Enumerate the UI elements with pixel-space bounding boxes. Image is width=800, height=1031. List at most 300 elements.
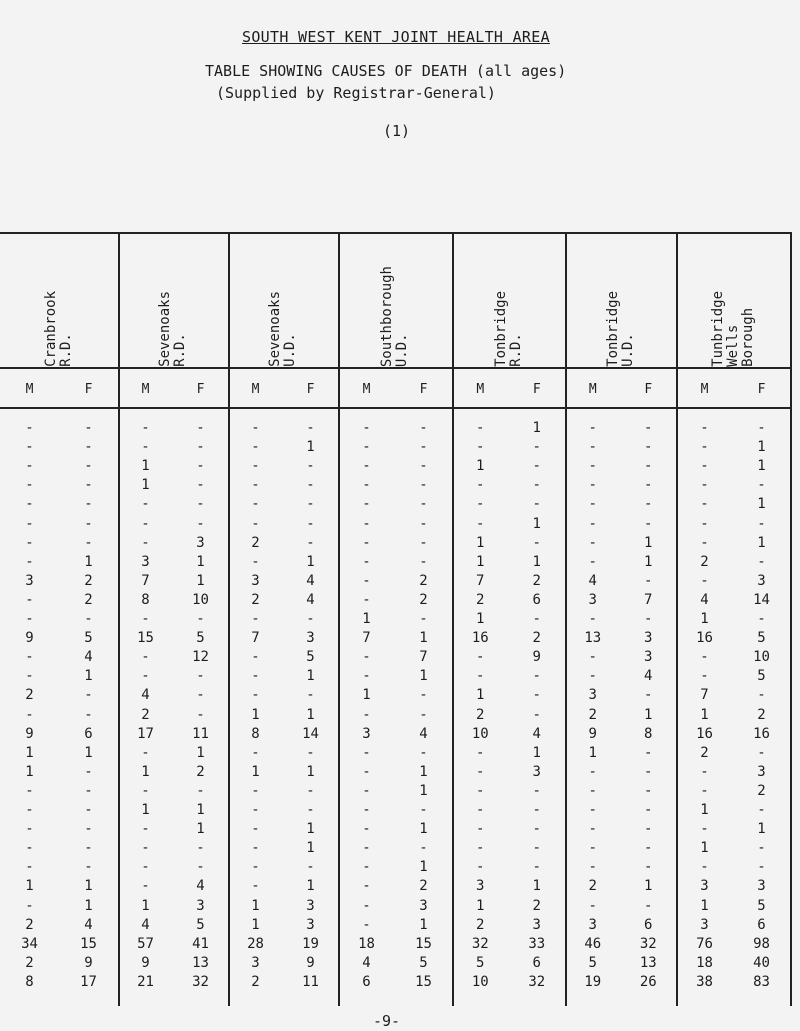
table-cell: 1 (25, 744, 34, 761)
table-cell: 1 (476, 458, 485, 475)
table-cell: 1 (306, 763, 315, 780)
table-cell: - (644, 496, 653, 513)
table-cell: 1 (306, 553, 315, 570)
table-cell: - (251, 553, 260, 570)
table-cell: - (196, 840, 205, 857)
table-cell: - (532, 439, 541, 456)
table-cell: 18 (358, 935, 375, 952)
table-cell: - (419, 687, 428, 704)
table-cell: 2 (25, 916, 34, 933)
table-cell: - (306, 458, 315, 475)
table-cell: - (588, 458, 597, 475)
table-cell: - (362, 763, 371, 780)
table-cell: - (700, 534, 709, 551)
table-cell: - (251, 840, 260, 857)
table-cell: 3 (588, 916, 597, 933)
table-cell: 1 (251, 706, 260, 723)
table-cell: - (25, 439, 34, 456)
table-cell: 7 (141, 572, 150, 589)
table-cell: - (588, 802, 597, 818)
table-cell: - (532, 458, 541, 475)
data-source-note: (Supplied by Registrar-General) (216, 84, 496, 102)
table-cell: - (532, 534, 541, 551)
table-cell: - (588, 821, 597, 838)
table-cell: - (757, 420, 766, 436)
table-cell: - (476, 859, 485, 876)
table-cell: - (84, 439, 93, 456)
table-cell: - (25, 534, 34, 551)
table-cell: - (362, 897, 371, 914)
table-cell: - (25, 897, 34, 914)
table-cell: 1 (757, 439, 766, 456)
table-cell: 1 (196, 802, 205, 818)
table-cell: 32 (192, 973, 209, 990)
table-cell: 5 (196, 916, 205, 933)
table-cell: - (419, 553, 428, 570)
table-cell: 13 (639, 954, 657, 971)
table-cell: 3 (532, 763, 541, 780)
table-cell: 1 (700, 840, 709, 857)
causes-of-death-table (0, 232, 792, 1006)
table-cell: 1 (532, 420, 541, 436)
table-cell: - (362, 802, 371, 818)
table-cell: 6 (532, 954, 541, 971)
table-cell: - (196, 515, 205, 532)
table-cell: - (532, 782, 541, 799)
table-cell: 1 (84, 897, 93, 914)
table-cell: 1 (532, 878, 541, 895)
table-cell: - (588, 782, 597, 799)
table-cell: 1 (306, 840, 315, 857)
district-header (228, 242, 338, 367)
table-cell: - (532, 611, 541, 627)
table-cell: 7 (419, 649, 428, 666)
table-cell: 26 (639, 973, 657, 990)
table-cell: 9 (84, 954, 93, 971)
table-cell: 6 (532, 591, 541, 608)
table-cell: 10 (753, 649, 770, 666)
table-cell: - (251, 439, 260, 456)
table-cell: 1 (196, 744, 205, 761)
table-cell: - (251, 611, 260, 627)
table-cell: 1 (700, 802, 709, 818)
table-cell: 3 (306, 916, 315, 933)
table-cell: 1 (476, 687, 485, 704)
table-cell: - (362, 534, 371, 551)
table-cell: - (700, 458, 709, 475)
table-cell: - (476, 744, 485, 761)
table-cell: 1 (141, 763, 150, 780)
table-cell: - (419, 706, 428, 723)
table-cell: - (362, 916, 371, 933)
table-cell: - (588, 611, 597, 627)
table-cell: 5 (84, 630, 93, 647)
table-cell: 1 (757, 458, 766, 475)
table-cell: - (25, 420, 34, 436)
table-cell: 18 (696, 954, 713, 971)
table-cell: - (251, 782, 260, 799)
table-cell: - (644, 572, 653, 589)
table-cell: 3 (700, 878, 709, 895)
table-cell: - (84, 802, 93, 818)
table-cell: - (700, 859, 709, 876)
table-cell: - (476, 668, 485, 685)
table-cell: 5 (757, 668, 766, 685)
table-cell: 9 (25, 630, 34, 647)
male-label: M (141, 382, 150, 397)
table-cell: 3 (141, 553, 150, 570)
district-name: Tonbridge R.D. (492, 291, 524, 367)
district-name: Sevenoaks U.D. (267, 291, 298, 367)
table-cell: - (644, 687, 653, 704)
row-divider (0, 232, 792, 234)
table-cell: 4 (141, 687, 150, 704)
table-cell: 28 (247, 935, 264, 952)
table-cell: - (700, 515, 709, 532)
table-cell: - (757, 744, 766, 761)
table-cell: - (251, 802, 260, 818)
table-cell: 19 (584, 973, 602, 990)
table-cell: 1 (532, 553, 541, 570)
table-cell: 1 (306, 668, 315, 685)
table-cell: 33 (528, 935, 546, 952)
table-cell: - (84, 458, 93, 475)
table-cell: - (84, 782, 93, 799)
female-label: F (532, 382, 541, 397)
table-cell: 1 (196, 553, 205, 570)
table-cell: 1 (757, 534, 766, 551)
table-cell: - (362, 515, 371, 532)
table-cell: 2 (532, 572, 541, 589)
table-cell: 3 (757, 878, 766, 895)
district-header (565, 242, 676, 367)
table-cell: - (141, 744, 150, 761)
table-cell: 3 (757, 572, 766, 589)
district-header (338, 242, 452, 367)
table-cell: - (532, 802, 541, 818)
table-cell: - (419, 496, 428, 513)
table-cell: - (362, 439, 371, 456)
table-cell: - (25, 611, 34, 627)
table-cell: 11 (302, 973, 319, 990)
table-cell: - (362, 591, 371, 608)
table-cell: 40 (753, 954, 770, 971)
table-cell: - (476, 649, 485, 666)
table-cell: 7 (476, 572, 485, 589)
table-cell: - (644, 458, 653, 475)
table-cell: - (141, 420, 150, 436)
table-cell: - (532, 859, 541, 876)
table-cell: - (251, 420, 260, 436)
table-cell: - (251, 649, 260, 666)
table-cell: - (25, 706, 34, 723)
table-cell: 2 (588, 878, 597, 895)
district-name: Cranbrook R.D. (43, 291, 74, 367)
table-cell: 3 (588, 591, 597, 608)
table-cell: 1 (362, 687, 371, 704)
table-cell: - (84, 420, 93, 436)
table-cell: 5 (476, 954, 485, 971)
table-cell: 3 (700, 916, 709, 933)
table-cell: 12 (192, 649, 209, 666)
table-cell: - (644, 439, 653, 456)
table-cell: 2 (476, 916, 485, 933)
district-header (452, 242, 565, 367)
table-cell: 15 (137, 630, 154, 647)
table-cell: - (25, 515, 34, 532)
table-cell: - (588, 477, 597, 494)
table-cell: - (25, 591, 34, 608)
table-cell: 6 (84, 725, 93, 742)
table-cell: 16 (471, 630, 489, 647)
table-cell: 38 (696, 973, 713, 990)
table-cell: - (644, 420, 653, 436)
table-cell: 7 (251, 630, 260, 647)
table-cell: - (306, 420, 315, 436)
table-cell: 21 (137, 973, 154, 990)
table-cell: - (84, 821, 93, 838)
table-cell: 1 (141, 897, 150, 914)
table-cell: 4 (588, 572, 597, 589)
table-cell: - (306, 687, 315, 704)
table-cell: 2 (476, 706, 485, 723)
table-cell: - (588, 840, 597, 857)
table-cell: - (84, 763, 93, 780)
table-cell: - (419, 611, 428, 627)
table-cell: - (757, 859, 766, 876)
table-cell: 1 (757, 821, 766, 838)
table-cell: - (306, 534, 315, 551)
table-cell: - (251, 687, 260, 704)
female-label: F (644, 382, 653, 397)
table-cell: - (196, 420, 205, 436)
table-cell: 2 (25, 687, 34, 704)
table-cell: 1 (700, 611, 709, 627)
table-cell: 46 (584, 935, 602, 952)
male-label: M (588, 382, 597, 397)
table-cell: - (588, 649, 597, 666)
document-title: SOUTH WEST KENT JOINT HEALTH AREA (242, 28, 550, 46)
table-cell: 10 (471, 973, 489, 990)
table-cell: - (251, 477, 260, 494)
table-cell: 1 (306, 439, 315, 456)
table-cell: 2 (251, 534, 260, 551)
female-label: F (84, 382, 93, 397)
table-cell: 8 (251, 725, 260, 742)
table-cell: 1 (700, 706, 709, 723)
table-cell: - (362, 420, 371, 436)
table-cell: - (25, 649, 34, 666)
table-cell: 32 (528, 973, 546, 990)
table-cell: 1 (532, 515, 541, 532)
table-cell: - (757, 553, 766, 570)
table-cell: 1 (84, 878, 93, 895)
table-cell: - (419, 458, 428, 475)
table-cell: - (700, 821, 709, 838)
table-cell: 1 (84, 668, 93, 685)
table-cell: - (25, 859, 34, 876)
table-cell: 3 (644, 630, 653, 647)
table-cell: 1 (306, 706, 315, 723)
table-cell: - (532, 477, 541, 494)
page-number: -9- (373, 1012, 401, 1030)
district-header (0, 242, 118, 367)
table-cell: 1 (251, 763, 260, 780)
table-cell: - (306, 477, 315, 494)
table-cell: 1 (25, 878, 34, 895)
female-label: F (196, 382, 205, 397)
table-cell: - (532, 706, 541, 723)
table-cell: - (25, 782, 34, 799)
table-cell: - (306, 744, 315, 761)
table-cell: 4 (306, 572, 315, 589)
table-cell: 3 (644, 649, 653, 666)
table-cell: 98 (753, 935, 770, 952)
table-cell: 2 (419, 572, 428, 589)
table-cell: 17 (137, 725, 154, 742)
table-cell: - (476, 420, 485, 436)
table-cell: 14 (302, 725, 319, 742)
table-cell: - (84, 859, 93, 876)
table-cell: - (362, 782, 371, 799)
table-cell: - (25, 496, 34, 513)
table-cell: 1 (757, 496, 766, 513)
table-cell: - (757, 515, 766, 532)
table-cell: - (532, 496, 541, 513)
table-cell: 2 (532, 630, 541, 647)
table-cell: 2 (251, 591, 260, 608)
table-number: (1) (383, 122, 411, 140)
table-cell: - (362, 496, 371, 513)
table-cell: - (25, 802, 34, 818)
table-cell: 2 (251, 973, 260, 990)
table-cell: - (588, 439, 597, 456)
table-cell: 1 (588, 744, 597, 761)
table-cell: 4 (84, 916, 93, 933)
table-cell: - (588, 763, 597, 780)
column-divider (790, 232, 792, 1006)
table-cell: 3 (196, 897, 205, 914)
table-cell: - (588, 515, 597, 532)
table-cell: 15 (415, 935, 432, 952)
table-cell: 4 (700, 591, 709, 608)
table-cell: - (196, 687, 205, 704)
table-cell: 4 (362, 954, 371, 971)
table-cell: 2 (196, 763, 205, 780)
table-cell: 3 (306, 630, 315, 647)
table-cell: 7 (700, 687, 709, 704)
table-cell: - (141, 668, 150, 685)
table-cell: - (141, 496, 150, 513)
table-cell: - (644, 782, 653, 799)
table-cell: - (84, 706, 93, 723)
table-cell: - (532, 687, 541, 704)
table-cell: - (644, 477, 653, 494)
table-cell: - (419, 420, 428, 436)
female-label: F (419, 382, 428, 397)
table-cell: 1 (419, 668, 428, 685)
table-cell: 32 (639, 935, 657, 952)
table-cell: 5 (588, 954, 597, 971)
female-label: F (757, 382, 766, 397)
table-cell: - (700, 572, 709, 589)
district-header (676, 242, 790, 367)
table-cell: - (700, 649, 709, 666)
table-cell: - (196, 859, 205, 876)
table-cell: 6 (757, 916, 766, 933)
table-cell: - (25, 458, 34, 475)
table-cell: 19 (302, 935, 319, 952)
table-cell: - (84, 611, 93, 627)
table-cell: 2 (25, 954, 34, 971)
table-cell: - (644, 611, 653, 627)
table-cell: - (251, 458, 260, 475)
table-cell: 9 (532, 649, 541, 666)
table-cell: 16 (696, 725, 713, 742)
table-cell: 1 (306, 878, 315, 895)
table-cell: - (141, 439, 150, 456)
table-cell: - (644, 515, 653, 532)
table-cell: - (476, 439, 485, 456)
table-cell: 2 (532, 897, 541, 914)
table-cell: 13 (192, 954, 209, 971)
table-cell: - (362, 840, 371, 857)
table-cell: 3 (419, 897, 428, 914)
table-cell: 1 (141, 458, 150, 475)
table-cell: 5 (757, 897, 766, 914)
table-cell: 1 (419, 821, 428, 838)
table-cell: 1 (141, 802, 150, 818)
table-cell: 3 (588, 687, 597, 704)
table-cell: - (25, 477, 34, 494)
table-cell: - (644, 763, 653, 780)
table-cell: 13 (584, 630, 602, 647)
table-cell: - (141, 859, 150, 876)
table-cell: 17 (80, 973, 97, 990)
table-cell: - (141, 821, 150, 838)
table-cell: - (757, 611, 766, 627)
table-cell: - (25, 840, 34, 857)
table-cell: - (84, 515, 93, 532)
table-cell: - (700, 496, 709, 513)
table-cell: - (84, 840, 93, 857)
table-cell: - (251, 744, 260, 761)
table-cell: - (700, 439, 709, 456)
table-cell: 3 (251, 572, 260, 589)
table-cell: 1 (419, 782, 428, 799)
table-cell: - (141, 611, 150, 627)
table-cell: - (306, 859, 315, 876)
table-cell: - (700, 763, 709, 780)
table-cell: - (141, 534, 150, 551)
table-cell: 4 (196, 878, 205, 895)
table-cell: - (196, 611, 205, 627)
table-cell: 15 (415, 973, 432, 990)
table-cell: 3 (251, 954, 260, 971)
table-cell: - (419, 802, 428, 818)
table-cell: 4 (141, 916, 150, 933)
table-cell: 5 (306, 649, 315, 666)
table-cell: - (757, 840, 766, 857)
table-cell: - (476, 496, 485, 513)
table-cell: - (588, 420, 597, 436)
table-cell: 8 (644, 725, 653, 742)
table-cell: 4 (419, 725, 428, 742)
table-cell: - (476, 477, 485, 494)
table-cell: 1 (196, 821, 205, 838)
table-cell: - (84, 534, 93, 551)
table-cell: - (644, 859, 653, 876)
